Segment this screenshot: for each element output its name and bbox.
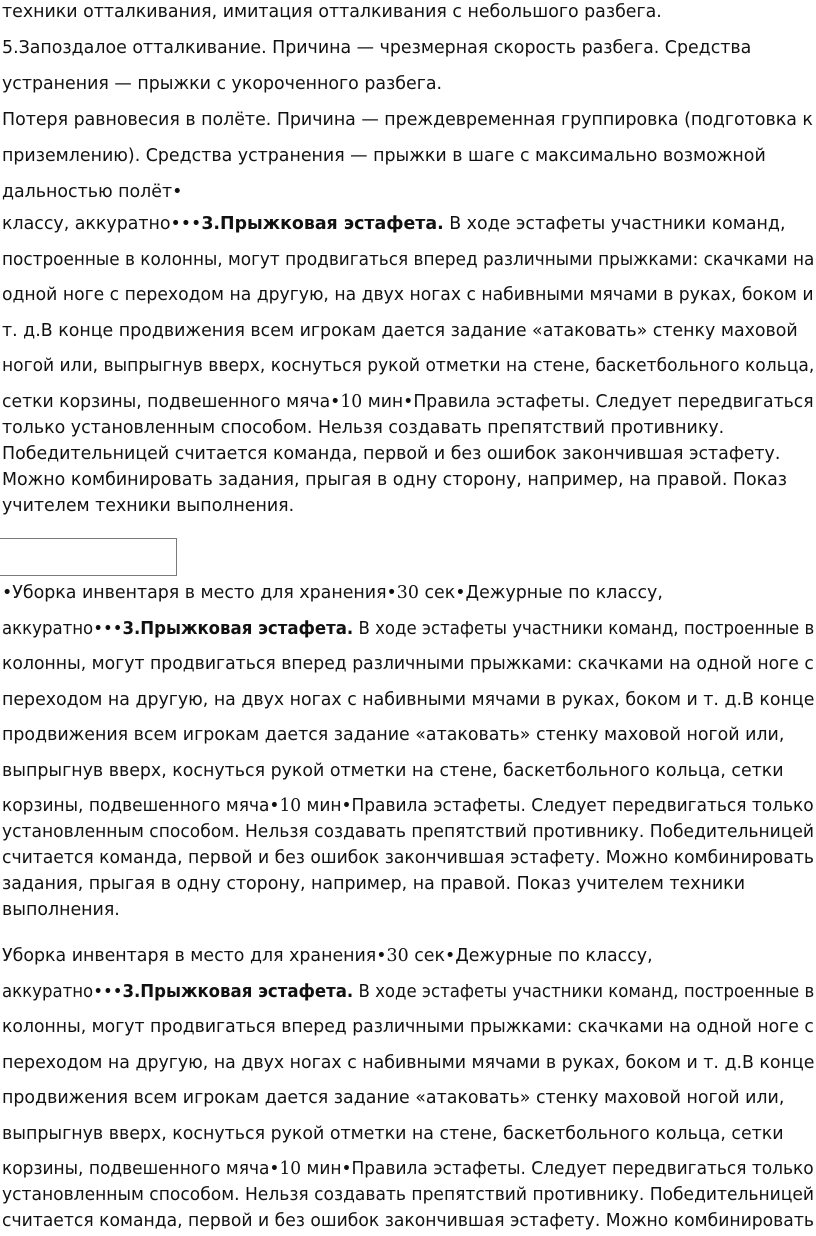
text-span: В ходе эстафеты участники команд, построенные в <box>353 618 815 639</box>
text-span: аккуратно••• <box>2 618 123 639</box>
text-span: мин•Правила эстафеты. Следует передвигаться <box>362 391 814 412</box>
text-line: считается команда, первой и без ошибок закончившая эстафету. Можно комбинировать <box>2 848 814 868</box>
text-line: 5.Запоздалое отталкивание. Причина — чрезмерная скорость разбега. Средства <box>2 38 752 58</box>
text-line: выполнения. <box>2 900 120 920</box>
text-line: установленным способом. Нельзя создавать препятствий противнику. Победительницей <box>2 1185 815 1205</box>
text-line: одной ноге с переходом на другую, на двух ногах с набивными мячами в руках, боком и <box>2 285 814 305</box>
text-line <box>2 577 814 613</box>
text-line: выпрыгнув вверх, коснуться рукой отметки на стене, баскетбольного кольца, сетки <box>2 1123 784 1144</box>
text-line: установленным способом. Нельзя создавать препятствий противнику. Победительницей <box>2 822 815 842</box>
paragraph-relay-1 <box>2 208 814 519</box>
text-line: задания, прыгая в одну сторону, например, на правой. Показ учителем техники <box>2 874 745 894</box>
text-line: переходом на другую, на двух ногах с набивными мячами в руках, боком и т. д.В конце <box>2 1052 815 1073</box>
text-line: т. д.В конце продвижения всем игрокам дается задание «атаковать» стенку маховой <box>2 320 798 341</box>
text-line <box>2 208 814 244</box>
paragraph-technique-errors <box>2 0 814 212</box>
text-line: устранения — прыжки с укороченного разбега. <box>2 74 443 94</box>
relay-heading: 3.Прыжковая эстафета. <box>122 981 354 1002</box>
text-line: переходом на другую, на двух ногах с набивными мячами в руках, боком и т. д.В конце <box>2 689 815 710</box>
text-line: колонны, могут продвигаться вперед различными прыжками: скачками на одной ноге с <box>2 654 814 674</box>
time-value: 10 <box>340 391 363 412</box>
text-line: считается команда, первой и без ошибок закончившая эстафету. Можно комбинировать <box>2 1211 814 1231</box>
text-line: Можно комбинировать задания, прыгая в одну сторону, например, на правой. Показ <box>2 469 788 490</box>
relay-heading: 3.Прыжковая эстафета. <box>122 618 354 639</box>
text-line: дальностью полёт• <box>2 182 183 202</box>
text-line <box>2 976 815 1012</box>
text-line <box>2 613 815 649</box>
time-value: 30 <box>396 583 419 603</box>
text-span: мин•Правила эстафеты. Следует передвигаться только <box>301 1159 814 1179</box>
text-span: сетки корзины, подвешенного мяча• <box>2 391 341 412</box>
relay-heading: 3.Прыжковая эстафета. <box>201 214 444 234</box>
text-span: сек•Дежурные по классу, <box>418 583 663 603</box>
text-line: учителем техники выполнения. <box>2 495 295 516</box>
empty-table-cell <box>0 538 177 576</box>
time-value: 10 <box>279 1159 302 1179</box>
text-line: приземлению). Средства устранения — прыжки в шаге с максимально возможной <box>2 146 766 166</box>
time-value: 10 <box>279 796 302 816</box>
text-line: Потеря равновесия в полёте. Причина — преждевременная группировка (подготовка к <box>2 110 813 130</box>
text-line: выпрыгнув вверх, коснуться рукой отметки на стене, баскетбольного кольца, сетки <box>2 760 784 781</box>
text-line: построенные в колонны, могут продвигаться вперед различными прыжками: скачками на <box>2 249 815 270</box>
time-value: 30 <box>386 946 409 966</box>
text-span: •Уборка инвентаря в место для хранения• <box>2 583 397 603</box>
text-line: продвижения всем игрокам дается задание «атаковать» стенку маховой ногой или, <box>2 725 785 745</box>
text-span: аккуратно••• <box>2 981 123 1002</box>
text-line <box>2 940 814 976</box>
text-span: сек•Дежурные по классу, <box>408 946 653 966</box>
text-span: Уборка инвентаря в место для хранения• <box>2 946 387 966</box>
text-line <box>2 1153 814 1182</box>
text-line: техники отталкивания, имитация отталкивания с небольшого разбега. <box>2 2 662 22</box>
text-span: В ходе эстафеты участники команд, построенные в <box>353 981 815 1002</box>
text-line: ногой или, выпрыгнув вверх, коснуться рукой отметки на стене, баскетбольного кольца, <box>2 356 815 376</box>
text-span: корзины, подвешенного мяча• <box>2 796 280 816</box>
paragraph-relay-2 <box>2 577 814 923</box>
paragraph-relay-3 <box>2 940 814 1234</box>
text-line: продвижения всем игрокам дается задание «атаковать» стенку маховой ногой или, <box>2 1088 785 1108</box>
text-span: корзины, подвешенного мяча• <box>2 1159 280 1179</box>
text-line: только установленным способом. Нельзя создавать препятствий противнику. <box>2 417 725 438</box>
text-line: колонны, могут продвигаться вперед различными прыжками: скачками на одной ноге с <box>2 1017 814 1037</box>
text-span: классу, аккуратно••• <box>2 214 202 234</box>
text-span: мин•Правила эстафеты. Следует передвигаться только <box>301 796 814 816</box>
text-line <box>2 790 814 819</box>
text-line: Победительницей считается команда, первой и без ошибок закончившая эстафету. <box>2 443 781 464</box>
text-span: В ходе эстафеты участники команд, <box>443 214 786 234</box>
text-line <box>2 386 814 415</box>
